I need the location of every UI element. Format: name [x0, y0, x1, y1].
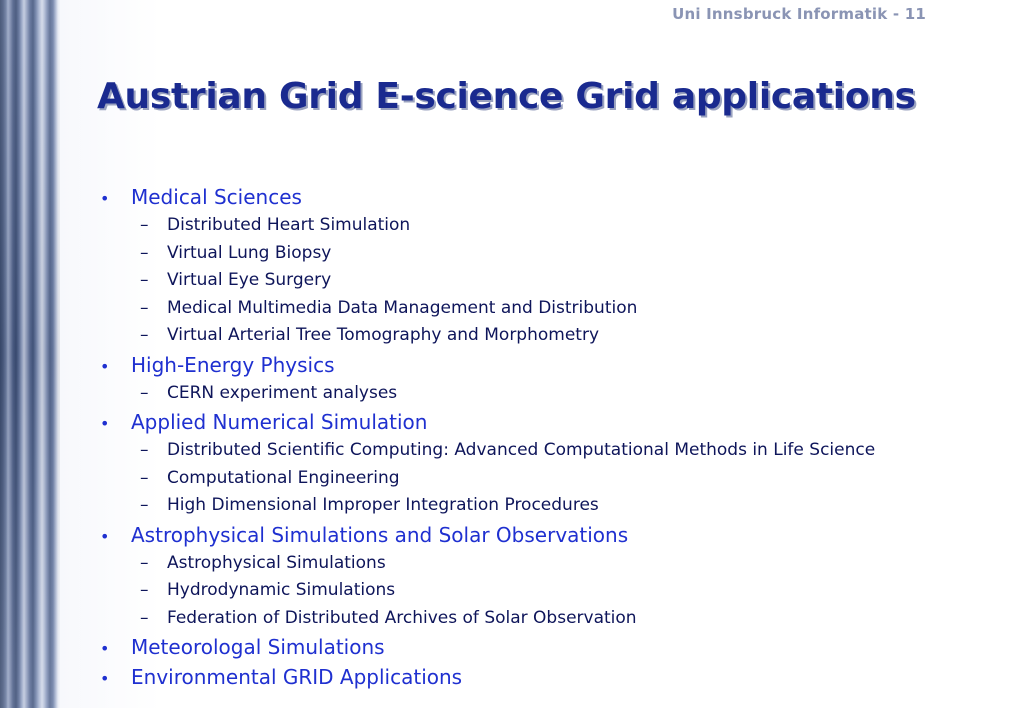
- list-item-label: Applied Numerical Simulation: [131, 410, 428, 434]
- slide-title: Austrian Grid E-science Grid applications: [97, 76, 916, 117]
- dash-icon: –: [140, 467, 149, 488]
- sub-list-item-label: Astrophysical Simulations: [167, 552, 386, 573]
- list-item: [100, 350, 1000, 380]
- sub-list-item: [100, 437, 1000, 465]
- sub-list-item-label: Distributed Scientific Computing: Advanced Computational Methods in Life Science: [167, 440, 876, 460]
- dash-icon: –: [140, 242, 149, 263]
- list-item: [100, 407, 1000, 437]
- bullet-list: [100, 182, 1000, 692]
- bullet-icon: •: [100, 639, 110, 658]
- bullet-icon: •: [100, 669, 110, 688]
- sub-list-item-label: Federation of Distributed Archives of Solar Observation: [167, 607, 637, 628]
- sub-list-item: [100, 322, 1000, 350]
- list-item-label: Environmental GRID Applications: [131, 665, 463, 689]
- sub-list-item-label: Hydrodynamic Simulations: [167, 580, 396, 600]
- list-item-label: Meteorologal Simulations: [131, 635, 385, 659]
- dash-icon: –: [140, 580, 149, 600]
- sub-list-item: [100, 212, 1000, 240]
- list-item: [100, 520, 1000, 550]
- sub-list-item-label: Computational Engineering: [167, 467, 400, 488]
- sub-list-item: [100, 465, 1000, 493]
- sub-list-item: [100, 550, 1000, 578]
- sub-list-item-label: High Dimensional Improper Integration Procedures: [167, 495, 599, 515]
- header-credit: Uni Innsbruck Informatik - 11: [672, 5, 926, 23]
- decorative-stripes: [0, 0, 60, 708]
- sub-list-item: [100, 492, 1000, 520]
- sub-list-item: [100, 240, 1000, 268]
- list-item-label: Astrophysical Simulations and Solar Observations: [131, 522, 629, 547]
- sub-list-item-label: Virtual Arterial Tree Tomography and Morphometry: [167, 325, 600, 345]
- bullet-icon: •: [100, 414, 110, 433]
- list-item: [100, 662, 1000, 692]
- dash-icon: –: [140, 552, 149, 573]
- sub-list-item-label: Medical Multimedia Data Management and Distribution: [167, 297, 638, 318]
- dash-icon: –: [140, 215, 149, 235]
- bullet-icon: •: [100, 189, 110, 208]
- bullet-icon: •: [100, 526, 110, 546]
- bullet-icon: •: [100, 356, 110, 376]
- dash-icon: –: [140, 297, 149, 318]
- list-item: [100, 632, 1000, 662]
- sub-list-item-label: Distributed Heart Simulation: [167, 215, 411, 235]
- dash-icon: –: [140, 325, 149, 345]
- sub-list-item: [100, 267, 1000, 295]
- sub-list-item: [100, 605, 1000, 633]
- sub-list-item-label: Virtual Lung Biopsy: [167, 242, 332, 263]
- dash-icon: –: [140, 440, 149, 460]
- sub-list-item: [100, 295, 1000, 323]
- list-item-label: Medical Sciences: [131, 185, 302, 209]
- sub-list-item: [100, 577, 1000, 605]
- dash-icon: –: [140, 495, 149, 515]
- sub-list-item: [100, 380, 1000, 408]
- dash-icon: –: [140, 607, 149, 628]
- dash-icon: –: [140, 270, 149, 290]
- list-item-label: High-Energy Physics: [131, 352, 335, 377]
- list-item: [100, 182, 1000, 212]
- sub-list-item-label: Virtual Eye Surgery: [167, 270, 332, 290]
- dash-icon: –: [140, 382, 149, 403]
- sub-list-item-label: CERN experiment analyses: [167, 382, 398, 403]
